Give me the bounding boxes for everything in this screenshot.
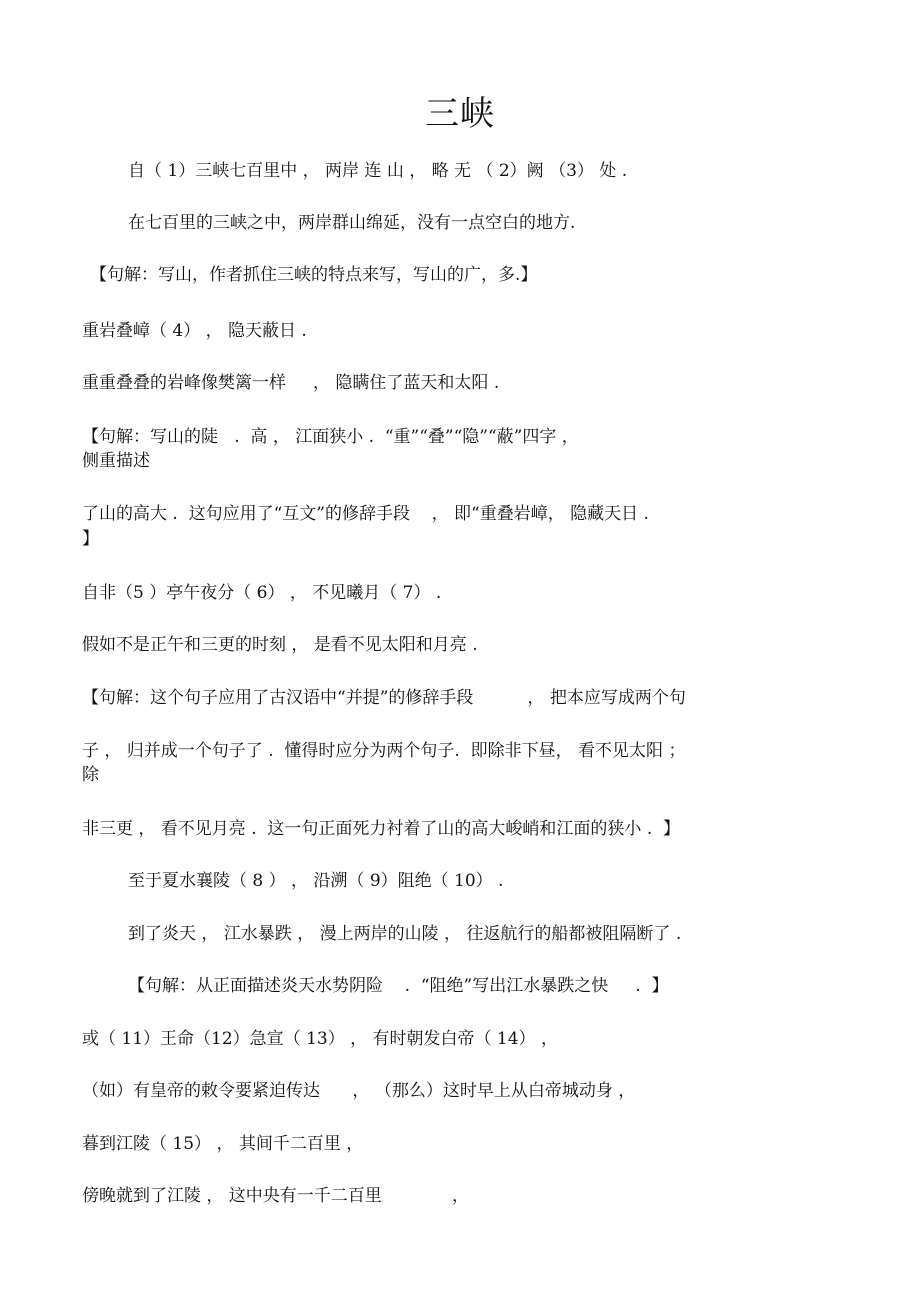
document-title: 三峡 [425,94,495,134]
text-line: 子 ， 归并成一个句子了 . 懂得时应分为两个句子. 即除非下昼， 看不见太阳 ； [82,741,686,761]
text-line: 重岩叠嶂（ 4） ， 隐天蔽日 . [82,321,307,341]
text-line: 【句解：从正面描述炎天水势阴险 . “阻绝”写出江水暴跌之快 . 】 [128,976,669,996]
text-line: 假如不是正午和三更的时刻 ， 是看不见太阳和月亮 . [82,635,478,655]
text-line: 在七百里的三峡之中，两岸群山绵延，没有一点空白的地方. [128,213,576,233]
text-line: 】 [82,529,99,549]
text-line: 或（ 11）王命（12）急宣（ 13） ， 有时朝发白帝（ 14） ， [82,1029,558,1049]
text-line: 自非（5 ）亭午夜分（ 6） ， 不见曦月（ 7） . [82,583,442,603]
text-line: 到了炎天 ， 江水暴跌 ， 漫上两岸的山陵 ， 往返航行的船都被阻隔断了 . [128,924,682,944]
text-line: 非三更 ， 看不见月亮 . 这一句正面死力衬着了山的高大峻峭和江面的狭小 . 】 [82,819,681,839]
text-line: 自（ 1）三峡七百里中 ， 两岸 连 山 ， 略 无 （ 2）阙 （3） 处 . [128,161,628,181]
text-line: 除 [82,765,99,785]
text-line: 重重叠叠的岩峰像樊篱一样 ， 隐瞒住了蓝天和太阳 . [82,373,500,393]
text-line: 傍晚就到了江陵 ， 这中央有一千二百里 ， [82,1186,470,1206]
text-line: 暮到江陵（ 15） ， 其间千二百里 ， [82,1134,364,1154]
text-line: 了山的高大 . 这句应用了“互文”的修辞手段 ， 即“重叠岩嶂， 隐藏天日 . [82,504,649,524]
text-line: 侧重描述 [82,451,150,471]
text-line: 【句解：写山，作者抓住三峡的特点来写，写山的广，多.】 [90,265,538,285]
text-line: 【句解：写山的陡 . 高 ， 江面狭小 . “重”“叠”“隐”“蔽”四字 ， [82,427,579,447]
text-line: 至于夏水襄陵（ 8 ） ， 沿溯（ 9）阻绝（ 10） . [128,871,504,891]
text-line: （如）有皇帝的敕令要紧迫传达 ， （那么）这时早上从白帝城动身 ， [82,1081,636,1101]
text-line: 【句解：这个句子应用了古汉语中“并提”的修辞手段 ， 把本应写成两个句 [82,688,686,708]
